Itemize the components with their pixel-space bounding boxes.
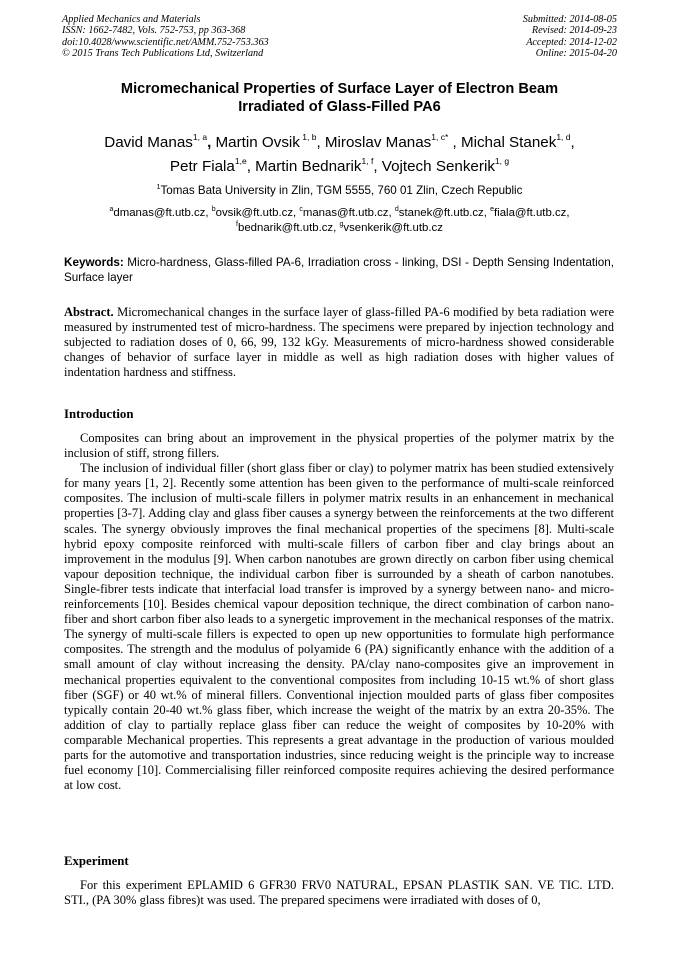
journal-info [62,14,269,60]
abstract [64,305,614,380]
title-line-1: Micromechanical Properties of Surface Layer of Electron Beam [120,81,559,97]
introduction-body [64,431,614,793]
email-sup: c [299,206,303,213]
author-affil-sup: 1, a [192,132,208,142]
email-link[interactable]: ovsik@ft.utb.cz [215,207,294,219]
keywords-label: Keywords: [64,256,124,269]
submitted-date: Submitted: 2014-08-05 [522,14,617,25]
author-separator: , [373,158,382,175]
email-separator: , [388,207,395,219]
email-separator: , [293,207,300,219]
paragraph: Composites can bring about an improvement in the physical properties of the polymer matrix by the inclusion of stiff, strong fillers. [64,431,614,461]
experiment-heading: Experiment [64,854,129,868]
email-link[interactable]: bednarik@ft.utb.cz [237,222,334,234]
email-sup: d [394,206,399,213]
paper-title [62,80,617,116]
affiliation-sup: 1 [156,184,161,191]
author-affil-sup: 1,e [234,156,247,166]
email-separator: , [205,207,212,219]
paragraph: For this experiment EPLAMID 6 GFR30 FRV0 NATURAL, EPSAN PLASTIK SAN. VE TIC. LTD. STI., (PA 30% glass fibres)t was used. The prepared specimens were irradiated with doses of 0, [64,878,614,908]
author-separator: , [246,158,256,175]
affiliation-text: Tomas Bata University in Zlin, TGM 5555, 760 01 Zlin, Czech Republic [160,184,523,197]
author-affil-sup: 1, g [494,156,510,166]
author-affil-sup: 1, c* [431,132,449,142]
author-name: David Manas [104,134,193,151]
copyright: © 2015 Trans Tech Publications Ltd, Switzerland [62,48,264,60]
author-separator: , [316,134,325,151]
email-line-2 [62,221,617,236]
email-link[interactable]: stanek@ft.utb.cz [398,207,484,219]
author-name: Michal Stanek [460,134,557,151]
introduction-heading: Introduction [64,407,134,421]
affiliation [62,184,617,198]
email-link[interactable]: fiala@ft.utb.cz [494,207,567,219]
author-line-2 [62,155,617,179]
email-sup: b [211,206,216,213]
keywords [64,255,614,285]
email-sup: a [109,206,114,213]
email-link[interactable]: manas@ft.utb.cz [302,207,389,219]
abstract-text: Micromechanical changes in the surface layer of glass-filled PA-6 modified by beta radiation were measured by instrumented test of micro-hardness. The specimens were prepared by injection technology and subjected to radiation doses of 0, 66, 99, 132 kGy. Measurements of micro-hardness showed considerable changes of behavior of surface layer in middle as well as high radiation doses with higher values of indentation hardness and stiffness. [64,305,615,380]
author-line-1 [62,131,617,155]
author-name: Miroslav Manas [324,134,432,151]
email-sup: f [236,221,238,228]
email-link[interactable]: vsenkerik@ft.utb.cz [343,222,443,234]
paragraph: The inclusion of individual filler (short glass fiber or clay) to polymer matrix has been studied extensively for many years [1, 2]. Recently some attention has been given to the performance of multi-scale reinforced composites. The inclusion of multi-scale fillers in polymer matrix results in an enhancement in mechanical properties [3-7]. Adding clay and glass fiber causes a synergy between the reinforcements at the two different scales. The synergy obviously improves the final mechanical properties of the specimens [8]. Multi-scale hybrid epoxy composite reinforced with multi-scale fillers of carbon fiber and clay brings about an improvement in the modulus [9]. When carbon nanotubes are grown directly on carbon fiber using chemical vapour deposition technique, the individual carbon fiber is surrounded by a sheath of carbon nanotubes. Single-fibrer tests indicate that interfacial load transfer is improved by a synergy between nano- and micro-reinforcements [10]. Besides chemical vapour deposition technique, the direct combination of carbon nano-fiber and short carbon fiber also leads to a synergetic improvement in the mechanical responses of the matrix. The synergy of multi-scale fillers is expected to open up new opportunities to formulate high performance composites. The strength and the modulus of polyamide 6 (PA) significantly enhance with the addition of a small amount of clay without increasing the density. PA/clay nano-composites give an improvement in mechanical properties equivalent to the conventional composites from including 10-15 wt.% of short glass fiber (SGF) or 40 wt.% of mineral fillers. Conventional injection moulded parts of glass fiber composites typically contain 20-40 wt.% glass fiber, which increase the weight of the matrix by an extra 20-35%. The addition of clay to partially replace glass fiber can reduce the weight of composites by 10-20% with comparable Mechanical properties. This represents a great advantage in the production of various moulded parts for the automotive and transportation industries, since reducing weight is the principle way to increase fuel economy [10]. Commercialising filler reinforced composite requires achieving the desired performance at low cost. [64,461,614,793]
email-line-1 [62,206,617,221]
title-line-2: Irradiated of Glass-Filled PA6 [238,99,441,115]
keywords-text: Micro-hardness, Glass-filled PA-6, Irradiation cross - linking, DSI - Depth Sensing Indentation, Surface layer [64,256,614,284]
email-sup: e [490,206,495,213]
issn: ISSN: 1662-7482, Vols. 752-753, pp 363-368 [62,25,246,37]
author-separator: , [570,134,575,151]
author-separator: , [448,134,461,151]
author-affil-sup: 1, f [361,156,374,166]
author-name: Petr Fiala [169,158,235,175]
accepted-date: Accepted: 2014-12-02 [526,36,617,48]
author-affil-sup: 1, b [299,132,317,142]
author-list [62,131,617,179]
experiment-body [64,878,614,908]
email-separator: , [333,222,340,234]
revised-date: Revised: 2014-09-23 [531,25,617,37]
journal-name: Applied Mechanics and Materials [62,14,201,25]
doi: doi:10.4028/www.scientific.net/AMM.752-753.363 [62,36,269,48]
author-name: Vojtech Senkerik [381,158,495,175]
publication-dates [523,14,617,60]
email-link[interactable]: dmanas@ft.utb.cz [113,207,206,219]
author-emails [62,206,617,236]
author-separator: , [207,134,216,151]
email-separator: , [566,207,570,219]
abstract-label: Abstract. [64,305,114,319]
author-affil-sup: 1, d [556,132,571,142]
email-sup: g [339,221,344,228]
email-separator: , [483,207,491,219]
author-name: Martin Bednarik [255,158,362,175]
author-name: Martin Ovsik [215,134,300,151]
online-date: Online: 2015-04-20 [535,48,617,60]
